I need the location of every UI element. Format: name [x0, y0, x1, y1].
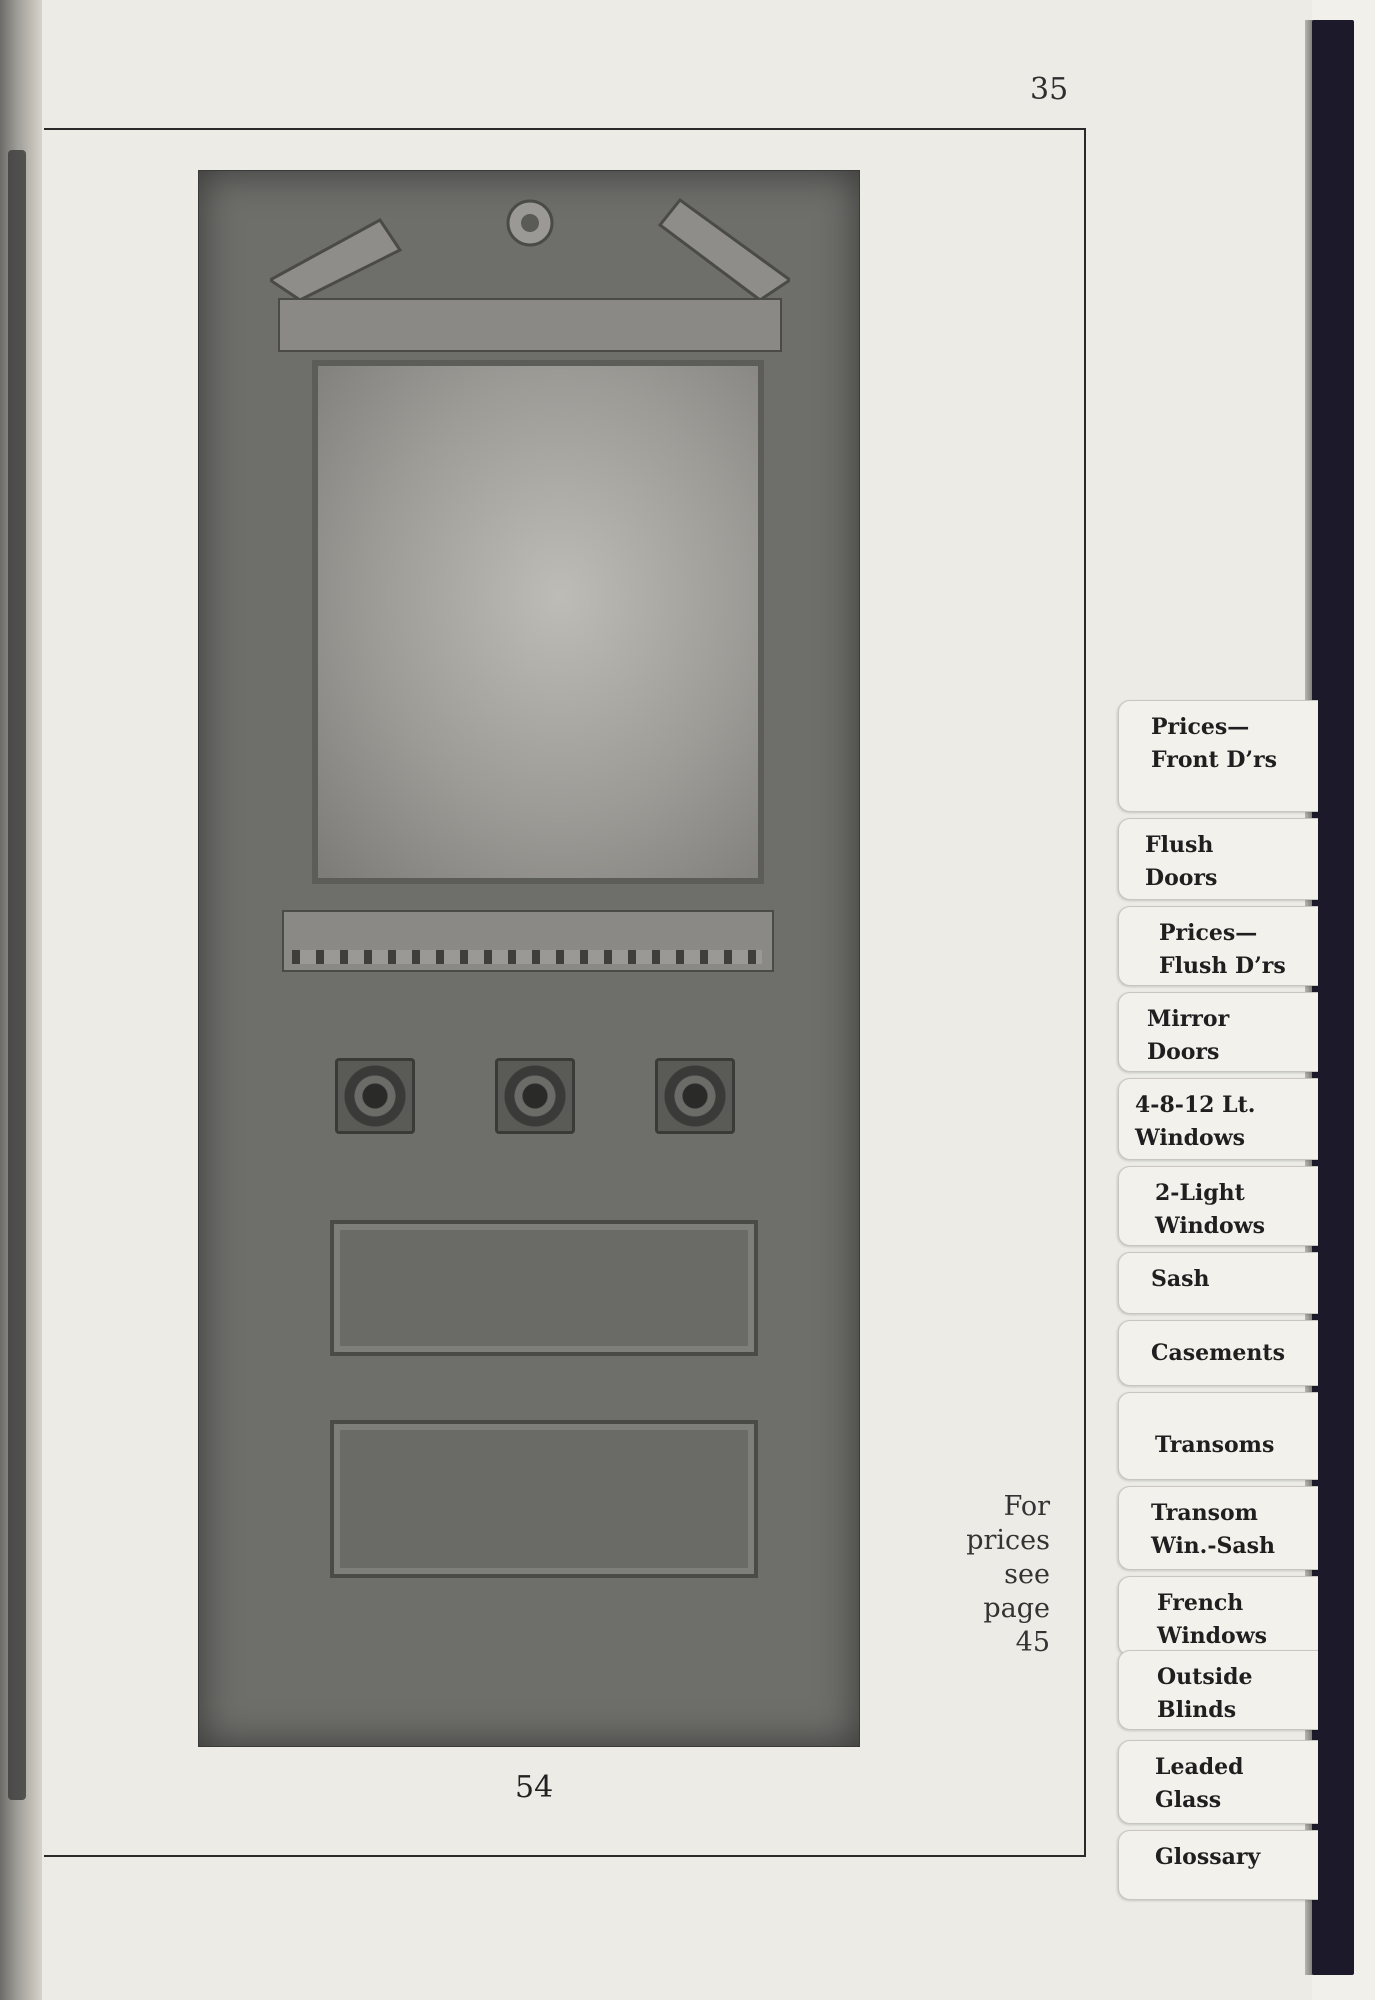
dentil-molding	[292, 950, 762, 964]
facing-page-photo-edge	[8, 150, 26, 1800]
tab-transom-window-sash[interactable]	[1118, 1486, 1318, 1570]
tab-label: Casements	[1151, 1340, 1285, 1366]
book-cover-edge	[1312, 20, 1354, 1975]
carved-rosette	[655, 1058, 735, 1134]
glass-panel	[312, 360, 764, 884]
tab-french-windows[interactable]	[1118, 1576, 1318, 1656]
tab-label: Flush	[1145, 832, 1214, 858]
tab-mirror-doors[interactable]	[1118, 992, 1318, 1072]
tab-casements[interactable]	[1118, 1320, 1318, 1386]
note-line: 45	[1015, 1627, 1050, 1658]
carved-rosette	[495, 1058, 575, 1134]
tab-sash[interactable]	[1118, 1252, 1318, 1314]
tab-label: Outside	[1157, 1664, 1253, 1690]
tab-label: Front D’rs	[1151, 747, 1278, 773]
tab-label: French	[1157, 1590, 1244, 1616]
note-line: see	[1004, 1559, 1050, 1590]
tab-label: Windows	[1155, 1213, 1266, 1239]
broken-pediment	[270, 195, 790, 305]
tab-label: Glass	[1155, 1787, 1222, 1813]
tab-4-8-12-light-windows[interactable]	[1118, 1078, 1318, 1160]
note-line: page	[983, 1593, 1050, 1624]
tab-label: Doors	[1145, 865, 1218, 891]
tab-label: Flush D’rs	[1159, 953, 1286, 979]
price-reference-note	[930, 1490, 1050, 1660]
facing-page-edge	[0, 0, 42, 2000]
tab-leaded-glass[interactable]	[1118, 1740, 1318, 1824]
design-number: 54	[515, 1770, 554, 1805]
tab-label: Prices—	[1151, 714, 1250, 740]
tab-label: Sash	[1151, 1266, 1210, 1292]
page-number: 35	[1030, 72, 1069, 107]
tab-label: Blinds	[1157, 1697, 1237, 1723]
tab-label: Glossary	[1155, 1844, 1261, 1870]
tab-label: Win.-Sash	[1151, 1533, 1275, 1559]
tab-label: Mirror	[1147, 1006, 1230, 1032]
tab-label: Prices—	[1159, 920, 1258, 946]
tab-label: Transom	[1151, 1500, 1258, 1526]
door-panel-middle	[330, 1220, 758, 1356]
tab-glossary[interactable]	[1118, 1830, 1318, 1900]
tab-transoms[interactable]	[1118, 1392, 1318, 1480]
tab-label: Windows	[1157, 1623, 1268, 1649]
tab-outside-blinds[interactable]	[1118, 1650, 1318, 1730]
note-line: For	[1003, 1491, 1050, 1522]
upper-cornice	[278, 298, 782, 352]
tab-prices-flush-doors[interactable]	[1118, 906, 1318, 986]
tab-label: Transoms	[1155, 1432, 1275, 1458]
tab-flush-doors[interactable]	[1118, 818, 1318, 900]
carved-rosette	[335, 1058, 415, 1134]
tab-label: Leaded	[1155, 1754, 1244, 1780]
tab-label: 2-Light	[1155, 1180, 1245, 1206]
tab-label: Windows	[1135, 1125, 1246, 1151]
tab-label: 4-8-12 Lt.	[1135, 1092, 1256, 1118]
tab-label: Doors	[1147, 1039, 1220, 1065]
door-panel-bottom	[330, 1420, 758, 1578]
tab-prices-front-doors[interactable]	[1118, 700, 1318, 812]
note-line: prices	[966, 1525, 1050, 1556]
tab-2-light-windows[interactable]	[1118, 1166, 1318, 1246]
